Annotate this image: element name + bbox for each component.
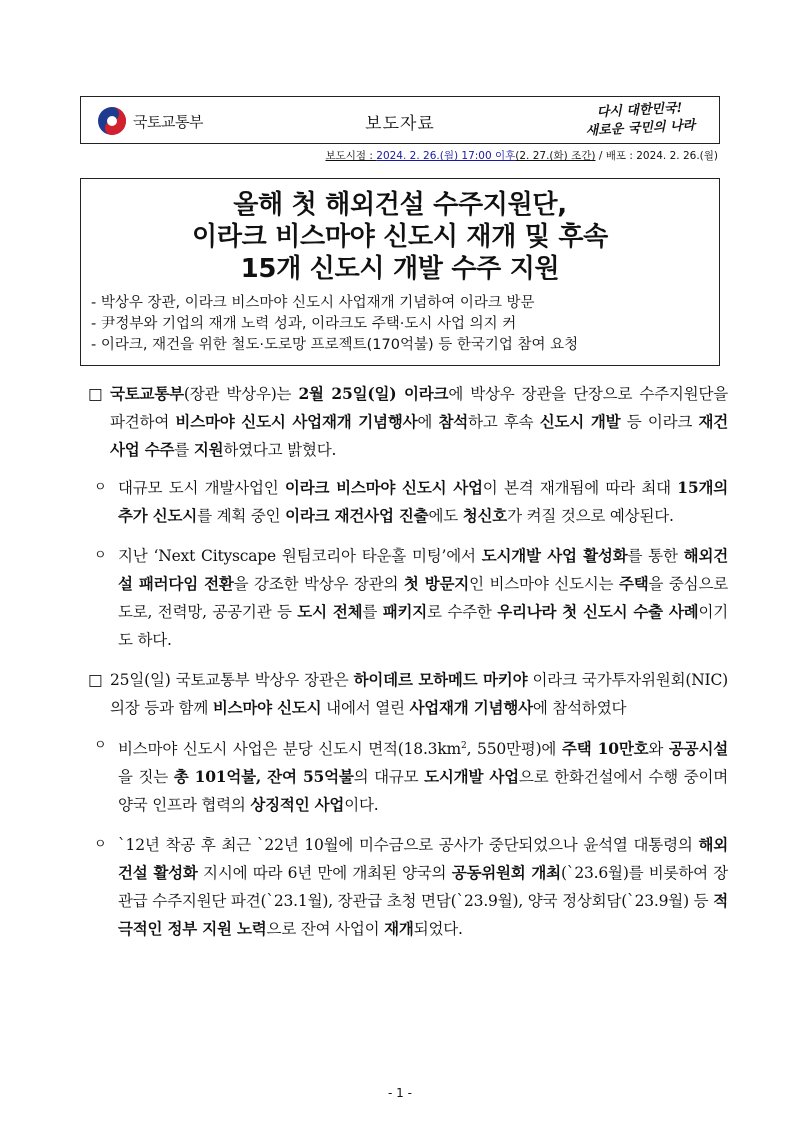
slogan-signature <box>574 99 706 142</box>
text-run: 도시 전체 <box>297 602 363 621</box>
text-run: 에도 <box>428 507 463 525</box>
paragraph-sub-2a <box>88 732 728 819</box>
text-run: 국토교통부 <box>110 384 184 403</box>
body-text <box>88 380 728 955</box>
text-run: 2월 25일(일) 이라크 <box>298 384 449 403</box>
text-run: 하이데르 모하메드 마키야 <box>353 670 528 689</box>
text-run: 이라크 재건사업 진출 <box>285 506 429 525</box>
text-run: 패키지 <box>382 602 428 621</box>
text-run: 되었다. <box>413 920 463 939</box>
text-run: 을 짓는 <box>118 768 174 787</box>
text-run: 를 <box>174 441 194 459</box>
paragraph-main-2 <box>88 666 728 722</box>
text-run: 지원 <box>193 440 224 459</box>
page-number: - 1 - <box>388 1086 412 1100</box>
text-run: 재개 <box>384 919 414 939</box>
headline-line-1: 올해 첫 해외건설 수주지원단, <box>233 190 567 220</box>
paragraph-sub-1a <box>88 474 728 530</box>
header-box <box>80 96 720 144</box>
ministry-name: 국토교통부 <box>133 112 203 131</box>
text-run: 25일(일) 국토교통부 박상우 장관은 <box>110 671 354 689</box>
subtitle-list <box>81 293 719 356</box>
text-run: 등 이라크 <box>620 413 699 431</box>
text-run: 을 중심으로 도로, 전력망, 공공기관 등 <box>118 575 728 621</box>
headline-line-2: 이라크 비스마야 신도시 재개 및 후속 <box>192 222 608 252</box>
release-label: 보도시점 : <box>325 150 377 162</box>
text-run: 지시에 따라 6년 만에 개최된 양국의 <box>197 864 452 883</box>
slogan-line-2: 새로운 국민의 나라 <box>585 118 696 139</box>
text-run: 우리나라 첫 신도시 수출 사례 <box>497 602 699 621</box>
title-box <box>80 178 720 366</box>
square-bullet: □ <box>88 671 103 689</box>
text-run: 에 박상우 장관을 단장으로 수주지원단을 파견하여 <box>110 385 728 431</box>
text-run: 해외건설 패러다임 전환 <box>118 546 728 593</box>
text-run: 주택 <box>618 574 649 593</box>
text-run: 로 수주한 <box>427 603 498 621</box>
text-run: 이 본격 재개됨에 따라 최대 <box>482 479 678 497</box>
text-run: 이기도 하다. <box>118 603 728 649</box>
text-run: 을 강조한 박상우 장관의 <box>233 575 404 593</box>
text-run: 이라크 비스마야 신도시 사업 <box>284 478 483 497</box>
text-run: 이라크 국가투자위원회(NIC) 의장 등과 함께 <box>110 671 728 717</box>
text-run: 으로 잔여 사업이 <box>266 920 385 939</box>
text-run: 를 <box>362 603 383 621</box>
text-run: 참석 <box>438 412 469 431</box>
text-run: 공공시설 <box>668 739 728 759</box>
text-run: 비스마야 신도시 사업은 분당 신도시 면적(18.3km <box>118 740 462 759</box>
text-run: 15개의 추가 신도시 <box>118 478 728 525</box>
subtitle-item: - 尹정부와 기업의 재개 노력 성과, 이라크도 주택·도시 사업 의지 커 <box>91 316 517 332</box>
subtitle-item: - 이라크, 재건을 위한 철도·도로망 프로젝트(170억불) 등 한국기업 참여 요청 <box>91 337 579 353</box>
paragraph-sub-1b <box>88 542 728 654</box>
superscript: 2 <box>461 741 467 751</box>
square-bullet: □ <box>88 385 103 403</box>
text-run: 상징적인 사업 <box>250 795 345 815</box>
text-run: , 550만평)에 <box>466 740 562 759</box>
distribution-date: / 배포 : 2024. 2. 26.(월) <box>595 150 718 162</box>
text-run: 의 대규모 <box>353 768 425 787</box>
circle-bullet: ㅇ <box>94 837 107 853</box>
text-run: 비스마야 신도시 <box>212 698 322 717</box>
text-run: 하였다고 밝혔다. <box>223 441 337 459</box>
text-run: 에 <box>417 413 439 431</box>
document-type: 보도자료 <box>365 114 435 134</box>
text-run: 와 <box>648 740 669 759</box>
headline <box>81 179 719 285</box>
subtitle-item: - 박상우 장관, 이라크 비스마야 신도시 사업재개 기념하여 이라크 방문 <box>91 295 535 311</box>
text-run: 도시개발 사업 활성화 <box>481 546 628 565</box>
text-run: 인 비스마야 신도시는 <box>469 575 619 593</box>
circle-bullet: ㅇ <box>94 548 107 563</box>
circle-bullet: ㅇ <box>94 738 107 753</box>
text-run: 도시개발 사업 <box>424 767 519 787</box>
text-run: 재건 사업 수주 <box>110 412 729 459</box>
text-run: 하고 후속 <box>468 413 540 431</box>
text-run: `12년 착공 후 최근 `22년 10월에 미수금으로 공사가 중단되었으나 윤석열 대통령의 <box>118 836 699 855</box>
text-run: 해외건설 활성화 <box>118 835 728 883</box>
text-run: 가 켜질 것으로 예상된다. <box>507 507 674 525</box>
text-run: 를 계획 중인 <box>197 507 286 525</box>
text-run: 공동위원회 개최 <box>451 863 561 883</box>
release-info <box>325 148 718 163</box>
text-run: 청신호 <box>462 506 508 525</box>
text-run: 으로 한화건설에서 수행 중이며 양국 인프라 협력의 <box>118 768 729 815</box>
paragraph-sub-2b <box>88 831 728 943</box>
text-run: 내에서 열린 <box>321 699 410 717</box>
release-paper-note: (2. 27.(화) 조간) <box>515 150 596 162</box>
paragraph-main-1 <box>88 380 728 464</box>
text-run: 주택 10만호 <box>561 739 649 759</box>
text-run: 에 참석하였다 <box>532 699 627 717</box>
text-run: 총 101억불, 잔여 55억불 <box>173 767 354 787</box>
text-run: 이다. <box>344 796 379 815</box>
text-run: 적극적인 정부 지원 노력 <box>118 891 728 939</box>
circle-bullet: ㅇ <box>94 480 107 495</box>
text-run: 대규모 도시 개발사업인 <box>118 479 285 497</box>
text-run: 를 통한 <box>627 547 684 565</box>
text-run: (장관 박상우)는 <box>183 385 299 403</box>
text-run: 신도시 개발 <box>539 412 621 431</box>
headline-line-3: 15개 신도시 개발 수주 지원 <box>240 254 560 284</box>
text-run: 사업재개 기념행사 <box>409 698 533 717</box>
text-run: 지난 ‘Next Cityscape 원팀코리아 타운홀 미팅’에서 <box>118 547 482 565</box>
release-date: 2024. 2. 26.(월) 17:00 이후 <box>376 150 516 162</box>
text-run: 비스마야 신도시 사업재개 기념행사 <box>175 412 418 431</box>
text-run: (`23.6월)를 비롯하여 장관급 수주지원단 파견(`23.1월), 장관급 초청 면담(`23.9월), 양국 정상회담(`23.9월) 등 <box>118 864 729 911</box>
slogan-line-1: 다시 대한민국! <box>596 100 683 121</box>
text-run: 첫 방문지 <box>403 574 470 593</box>
